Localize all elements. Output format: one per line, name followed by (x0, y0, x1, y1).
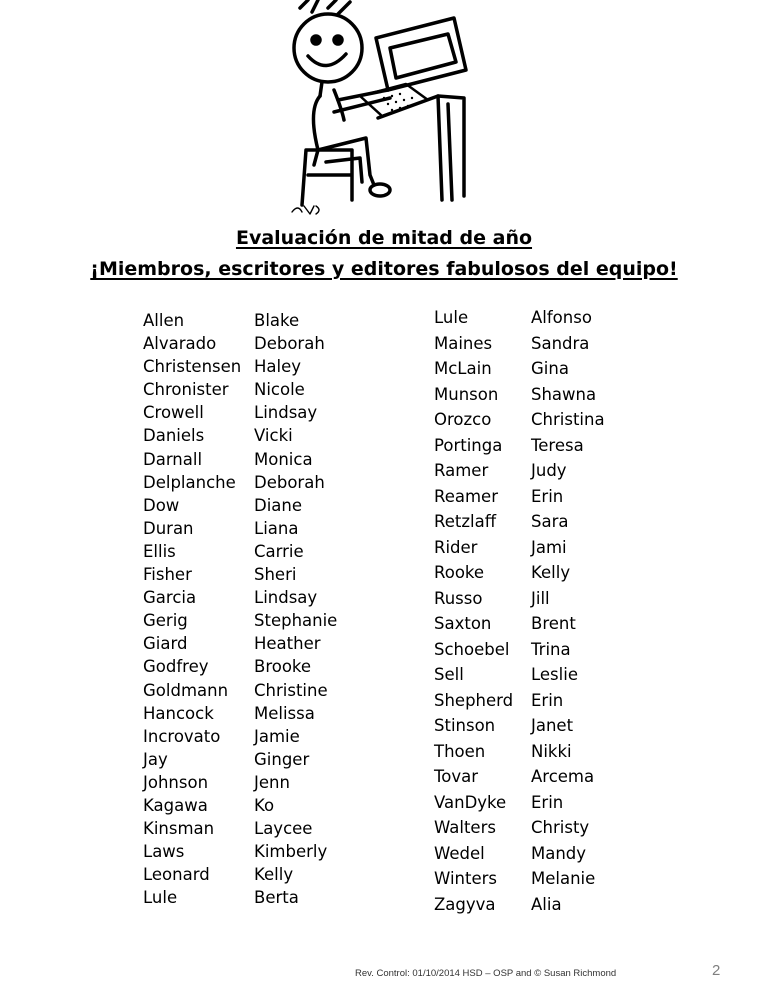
last-name: Shepherd (434, 690, 514, 710)
page-number: 2 (712, 962, 721, 979)
last-name: Darnall (143, 449, 203, 469)
first-name: Gina (531, 359, 569, 378)
last-name: Laws (143, 842, 185, 862)
last-name: Ramer (434, 461, 489, 480)
list-item (143, 424, 337, 447)
last-name: Sell (434, 665, 464, 684)
list-item (143, 494, 337, 517)
first-name: Jami (531, 537, 567, 557)
first-name: Carrie (254, 541, 304, 561)
last-name: Giard (143, 634, 188, 654)
last-name: Hancock (143, 703, 214, 723)
first-name: Alfonso (531, 308, 592, 327)
first-name: Alia (531, 894, 562, 914)
last-name: Tovar (434, 767, 479, 786)
list-item (434, 407, 605, 433)
list-item (143, 748, 337, 771)
first-name: Teresa (531, 435, 584, 455)
first-name: Lindsay (254, 403, 318, 423)
first-name: Nikki (531, 741, 572, 761)
first-name: Mandy (531, 843, 587, 863)
list-item (434, 382, 605, 408)
list-item (434, 509, 605, 535)
last-name: Saxton (434, 614, 492, 633)
list-item (143, 817, 337, 840)
last-name: Walters (434, 818, 496, 837)
last-name: Daniels (143, 426, 205, 446)
list-item (143, 540, 337, 563)
list-item (143, 517, 337, 540)
list-item (143, 632, 337, 655)
last-name: Fisher (143, 565, 192, 585)
last-name: Munson (434, 384, 499, 404)
list-item (434, 484, 605, 510)
last-name: McLain (434, 359, 492, 378)
list-item (434, 815, 605, 841)
list-item (434, 535, 605, 561)
first-name: Ko (254, 795, 275, 815)
first-name: Nicole (254, 380, 305, 400)
last-name: Winters (434, 869, 497, 888)
list-item (434, 688, 605, 714)
list-item (143, 725, 337, 748)
last-name: Orozco (434, 410, 492, 429)
last-name: Kagawa (143, 795, 208, 815)
list-item (434, 841, 605, 867)
list-item (434, 586, 605, 612)
last-name: Jay (143, 749, 168, 769)
first-name: Sandra (531, 333, 590, 353)
first-name: Monica (254, 449, 313, 469)
list-item (434, 790, 605, 816)
page-title: Evaluación de mitad de año (235, 227, 533, 249)
last-name: Duran (143, 518, 194, 538)
first-name: Janet (531, 716, 574, 735)
last-name: Gerig (143, 611, 188, 631)
page-subtitle: ¡Miembros, escritores y editores fabulosos del equipo! (90, 258, 678, 280)
last-name: Reamer (434, 486, 498, 506)
last-name: Goldmann (143, 680, 229, 700)
right-name-list (434, 305, 605, 917)
first-name: Brooke (254, 657, 312, 677)
first-name: Liana (254, 518, 299, 538)
last-name: Wedel (434, 843, 485, 863)
first-name: Sheri (254, 565, 297, 585)
list-item (143, 609, 337, 632)
list-item (434, 662, 605, 688)
last-name: Stinson (434, 716, 496, 735)
list-item (143, 863, 337, 886)
list-item (143, 655, 337, 678)
first-name: Kelly (531, 563, 571, 582)
footer-revision-note: Rev. Control: 01/10/2014 HSD – OSP and © Susan Richmond (355, 968, 617, 979)
list-item (434, 637, 605, 663)
list-item (434, 713, 605, 739)
first-name: Laycee (254, 819, 313, 839)
last-name: Rider (434, 537, 478, 557)
list-item (434, 764, 605, 790)
list-item (434, 866, 605, 892)
first-name: Erin (531, 792, 564, 812)
last-name: Christensen (143, 357, 242, 377)
last-name: Dow (143, 495, 180, 515)
last-name: Alvarado (143, 334, 217, 354)
first-name: Jamie (254, 726, 300, 746)
last-name: Schoebel (434, 639, 510, 659)
last-name: Leonard (143, 865, 210, 885)
first-name: Erin (531, 486, 564, 506)
left-name-list (143, 309, 337, 909)
last-name: VanDyke (434, 792, 507, 812)
first-name: Kelly (254, 865, 294, 885)
last-name: Thoen (434, 741, 486, 761)
first-name: Stephanie (254, 611, 338, 631)
list-item (434, 560, 605, 586)
first-name: Leslie (531, 665, 578, 684)
first-name: Deborah (254, 334, 325, 354)
list-item (434, 433, 605, 459)
first-name: Christina (531, 410, 605, 429)
last-name: Allen (143, 311, 185, 330)
last-name: Retzlaff (434, 512, 497, 531)
last-name: Godfrey (143, 657, 209, 677)
first-name: Ginger (254, 749, 310, 769)
first-name: Haley (254, 357, 302, 377)
first-name: Jill (531, 588, 550, 608)
first-name: Kimberly (254, 842, 328, 862)
first-name: Judy (531, 461, 567, 480)
last-name: Johnson (143, 772, 209, 792)
list-item (143, 309, 337, 332)
first-name: Arcema (531, 767, 595, 786)
last-name: Chronister (143, 380, 229, 400)
list-item (143, 563, 337, 586)
list-item (434, 739, 605, 765)
last-name: Russo (434, 588, 483, 608)
last-name: Garcia (143, 588, 197, 608)
list-item (434, 892, 605, 918)
first-name: Blake (254, 311, 300, 330)
first-name: Erin (531, 690, 564, 710)
list-item (434, 305, 605, 331)
last-name: Incrovato (143, 726, 221, 746)
last-name: Lule (143, 888, 178, 908)
last-name: Ellis (143, 541, 176, 561)
first-name: Sara (531, 512, 569, 531)
last-name: Rooke (434, 563, 485, 582)
list-item (143, 794, 337, 817)
last-name: Crowell (143, 403, 204, 423)
first-name: Christine (254, 680, 328, 700)
child-at-computer-drawing-icon (278, 0, 478, 222)
first-name: Shawna (531, 384, 597, 404)
first-name: Diane (254, 495, 303, 515)
last-name: Zagyva (434, 894, 496, 914)
first-name: Christy (531, 818, 590, 837)
list-item (143, 840, 337, 863)
first-name: Berta (254, 888, 299, 908)
list-item (434, 331, 605, 357)
first-name: Heather (254, 634, 321, 654)
list-item (143, 355, 337, 378)
list-item (143, 679, 337, 702)
first-name: Melissa (254, 703, 315, 723)
last-name: Delplanche (143, 472, 236, 492)
last-name: Lule (434, 308, 469, 327)
list-item (434, 611, 605, 637)
list-item (143, 702, 337, 725)
last-name: Kinsman (143, 819, 215, 839)
list-item (143, 471, 337, 494)
list-item (143, 586, 337, 609)
list-item (143, 332, 337, 355)
list-item (143, 771, 337, 794)
last-name: Portinga (434, 435, 503, 455)
list-item (434, 458, 605, 484)
first-name: Brent (531, 614, 576, 633)
list-item (143, 448, 337, 471)
list-item (143, 378, 337, 401)
list-item (143, 401, 337, 424)
first-name: Vicki (254, 426, 293, 446)
first-name: Melanie (531, 869, 596, 888)
first-name: Trina (531, 639, 571, 659)
first-name: Deborah (254, 472, 325, 492)
first-name: Lindsay (254, 588, 318, 608)
list-item (434, 356, 605, 382)
last-name: Maines (434, 333, 493, 353)
list-item (143, 886, 337, 909)
first-name: Jenn (254, 772, 290, 792)
